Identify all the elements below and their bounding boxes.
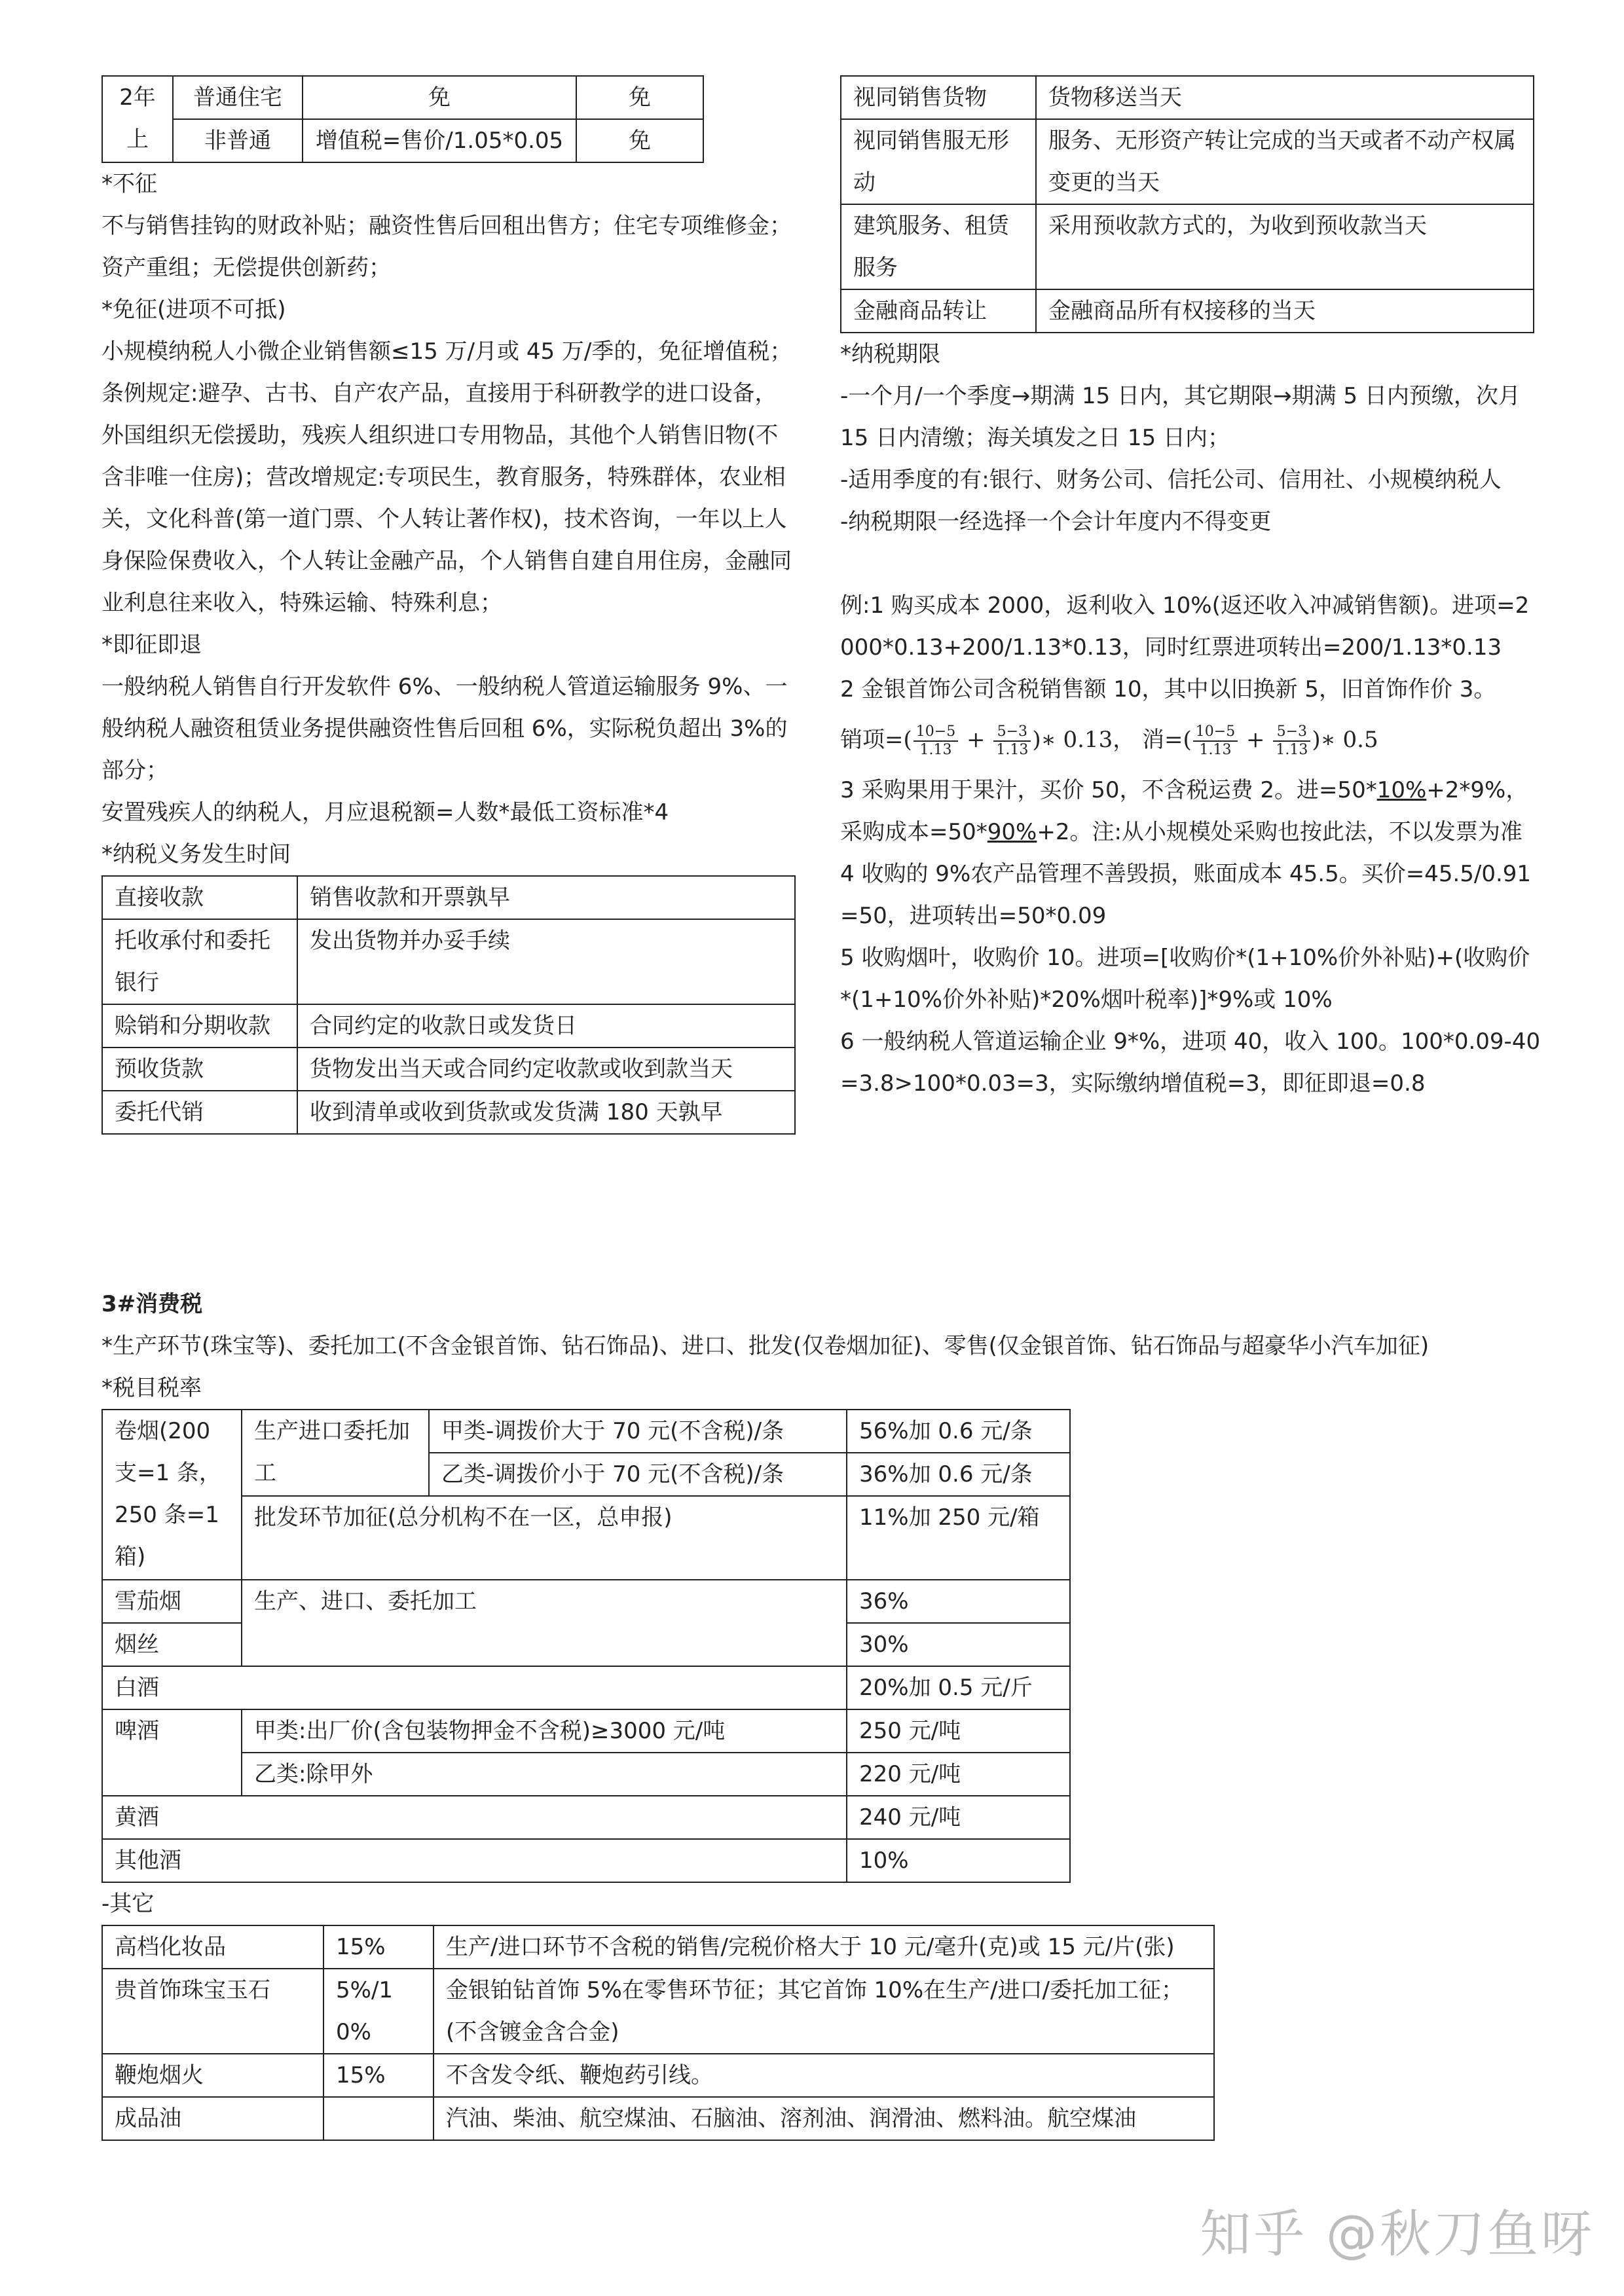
- cell: 20%加 0.5 元/斤: [847, 1666, 1070, 1709]
- formula-label: 销项=(: [840, 727, 912, 753]
- cell: 雪茄烟: [102, 1580, 242, 1623]
- cell: 增值税=售价/1.05*0.05: [303, 119, 576, 162]
- cell: 普通住宅: [173, 76, 303, 119]
- section-label: *纳税期限: [840, 341, 940, 367]
- example-4: 4 收购的 9%农产品管理不善毁损，账面成本 45.5。买价=45.5/0.91=50，进项转出=50*0.09: [840, 861, 1532, 929]
- paragraph: 小规模纳税人小微企业销售额≤15 万/月或 45 万/季的，免征增值税；: [101, 338, 792, 365]
- denominator: 1.13: [996, 742, 1029, 758]
- text: +2。注:从小规模处采购也按此法，不以发票为准: [1037, 819, 1522, 845]
- cell: 贵首饰珠宝玉石: [102, 1969, 323, 2054]
- cell: 金银铂钻首饰 5%在零售环节征；其它首饰 10%在生产/进口/委托加工征；(不含镀金含合金): [434, 1969, 1214, 2054]
- cell: 生产、进口、委托加工: [242, 1580, 847, 1666]
- example-6: 6 一般纳税人管道运输企业 9*%，进项 40，收入 100。100*0.09-40=3.8>100*0.03=3，实际缴纳增值税=3，即征即退=0.8: [840, 1029, 1541, 1097]
- cell: 乙类-调拨价小于 70 元(不含税)/条: [429, 1453, 847, 1496]
- denominator: 1.13: [919, 742, 952, 758]
- cell: 甲类:出厂价(含包装物押金不含税)≥3000 元/吨: [242, 1709, 847, 1753]
- cell: 免: [576, 76, 703, 119]
- text: 3 采购果用于果汁，买价 50，不含税运费 2。进=50*: [840, 777, 1377, 803]
- numerator: 10−5: [1193, 723, 1238, 742]
- cell: 视同销售服无形动: [841, 119, 1036, 204]
- formula-rate: )∗ 0.13，: [1032, 727, 1135, 753]
- fraction: [1273, 723, 1310, 759]
- fraction: [913, 723, 958, 759]
- left-column: [101, 75, 796, 1135]
- cell: 货物移送当天: [1036, 76, 1534, 119]
- section-label: *纳税义务发生时间: [101, 841, 291, 867]
- section-label: *税目税率: [101, 1375, 202, 1401]
- cell: 服务、无形资产转让完成的当天或者不动产权属变更的当天: [1036, 119, 1534, 204]
- cell: 视同销售货物: [841, 76, 1036, 119]
- formula-label: 消=(: [1142, 727, 1192, 753]
- text: +2*9%，采购成本=50*: [840, 777, 1528, 845]
- underlined-text: 10%: [1376, 777, 1427, 803]
- deemed-sales-time-table: [840, 75, 1534, 333]
- cell: 甲类-调拨价大于 70 元(不含税)/条: [429, 1410, 847, 1453]
- example-2-formula: [840, 710, 1541, 769]
- cell: 10%: [847, 1839, 1070, 1882]
- spacer: [840, 543, 1541, 585]
- section-label: *不征: [101, 171, 157, 197]
- cell: 鞭炮烟火: [102, 2054, 323, 2097]
- cell: 金融商品所有权接移的当天: [1036, 289, 1534, 333]
- cell: 生产/进口环节不含税的销售/完税价格大于 10 元/毫升(克)或 15 元/片(张): [434, 1925, 1214, 1969]
- numerator: 5−3: [1273, 723, 1310, 742]
- cell: 直接收款: [102, 876, 297, 919]
- cell: 销售收款和开票孰早: [297, 876, 795, 919]
- underlined-text: 90%: [987, 819, 1037, 845]
- consumption-tax-section: [101, 1283, 1542, 2141]
- paragraph: 不与销售挂钩的财政补贴；融资性售后回租出售方；住宅专项维修金；资产重组；无偿提供创新药；: [101, 213, 792, 281]
- paragraph: 一般纳税人销售自行开发软件 6%、一般纳税人管道运输服务 9%、一般纳税人融资租赁业务提供融资性售后回租 6%，实际税负超出 3%的部分；: [101, 674, 788, 784]
- consumption-rate-table: [101, 1409, 1071, 1883]
- paragraph: 安置残疾人的纳税人，月应退税额=人数*最低工资标准*4: [101, 799, 669, 826]
- cell: 发出货物并办妥手续: [297, 919, 795, 1004]
- cell: 托收承付和委托银行: [102, 919, 297, 1004]
- right-column: [840, 75, 1541, 1104]
- cell: 15%: [323, 1925, 434, 1969]
- cell: 其他酒: [102, 1839, 847, 1882]
- paragraph: 条例规定:避孕、古书、自产农产品，直接用于科研教学的进口设备，外国组织无偿援助，残疾人组织进口专用物品，其他个人销售旧物(不含非唯一住房)；营改增规定:专项民生，教育服务，特殊群体，农业相关，文化科普(第一道门票、个人转让著作权)，技术咨询，一年以上人身保险保费收入，个人转让金融产品，个人销售自建自用住房，金融同业利息往来收入，特殊运输、特殊利息；: [101, 380, 792, 616]
- plus-sign: +: [967, 727, 986, 753]
- tax-obligation-time-table: [101, 875, 796, 1135]
- example-5: 5 收购烟叶，收购价 10。进项=[收购价*(1+10%价外补贴)+(收购价*(1+10%价外补贴)*20%烟叶税率)]*9%或 10%: [840, 945, 1530, 1013]
- cell: 委托代销: [102, 1091, 297, 1134]
- numerator: 10−5: [913, 723, 958, 742]
- cell: 36%加 0.6 元/条: [847, 1453, 1070, 1496]
- numerator: 5−3: [993, 723, 1031, 742]
- cell: 啤酒: [102, 1709, 242, 1796]
- cell: 生产进口委托加工: [242, 1410, 429, 1496]
- watermark: 知乎 @秋刀鱼呀: [1200, 2205, 1595, 2264]
- holding-period-cell: 2年上: [102, 76, 173, 162]
- section-label: -其它: [101, 1891, 155, 1917]
- example-3: [840, 769, 1541, 853]
- cell: 240 元/吨: [847, 1796, 1070, 1839]
- section-heading: 3#消费税: [101, 1291, 203, 1317]
- fraction: [993, 723, 1031, 759]
- example-1: 例:1 购买成本 2000，返利收入 10%(返还收入冲减销售额)。进项=2000*0.13+200/1.13*0.13，同时红票进项转出=200/1.13*0.13: [840, 592, 1530, 661]
- other-items-table: [101, 1925, 1215, 2141]
- cell: 汽油、柴油、航空煤油、石脑油、溶剂油、润滑油、燃料油。航空煤油: [434, 2097, 1214, 2140]
- cell: 赊销和分期收款: [102, 1004, 297, 1048]
- paragraph: -适用季度的有:银行、财务公司、信托公司、信用社、小规模纳税人: [840, 467, 1502, 493]
- cell: 预收货款: [102, 1048, 297, 1091]
- denominator: 1.13: [1276, 742, 1308, 758]
- paragraph: -纳税期限一经选择一个会计年度内不得变更: [840, 509, 1272, 535]
- cell: 乙类:除甲外: [242, 1753, 847, 1796]
- cell: 白酒: [102, 1666, 847, 1709]
- formula-rate: )∗ 0.5: [1312, 727, 1378, 753]
- cell: 免: [576, 119, 703, 162]
- housing-tax-table: [101, 75, 704, 163]
- example-2: 2 金银首饰公司含税销售额 10，其中以旧换新 5，旧首饰作价 3。: [840, 676, 1496, 702]
- cell: 11%加 250 元/箱: [847, 1496, 1070, 1580]
- cell: 56%加 0.6 元/条: [847, 1410, 1070, 1453]
- cell: 不含发令纸、鞭炮药引线。: [434, 2054, 1214, 2097]
- cell: 烟丝: [102, 1623, 242, 1666]
- cell: 高档化妆品: [102, 1925, 323, 1969]
- cell: 卷烟(200支=1 条，250 条=1 箱): [102, 1410, 242, 1580]
- cell: 免: [303, 76, 576, 119]
- cell: 非普通: [173, 119, 303, 162]
- cell: 15%: [323, 2054, 434, 2097]
- cell: 250 元/吨: [847, 1709, 1070, 1753]
- paragraph: *生产环节(珠宝等)、委托加工(不含金银首饰、钻石饰品)、进口、批发(仅卷烟加征)、零售(仅金银首饰、钻石饰品与超豪华小汽车加征): [101, 1333, 1430, 1359]
- cell: 批发环节加征(总分机构不在一区，总申报): [242, 1496, 847, 1580]
- fraction: [1193, 723, 1238, 759]
- cell: 5%/10%: [323, 1969, 434, 2054]
- cell: 建筑服务、租赁服务: [841, 204, 1036, 289]
- cell: 黄酒: [102, 1796, 847, 1839]
- cell: 货物发出当天或合同约定收款或收到款当天: [297, 1048, 795, 1091]
- cell: 金融商品转让: [841, 289, 1036, 333]
- section-label: *免征(进项不可抵): [101, 297, 286, 323]
- cell: 成品油: [102, 2097, 323, 2140]
- cell: 30%: [847, 1623, 1070, 1666]
- section-label: *即征即退: [101, 632, 202, 658]
- paragraph: -一个月/一个季度→期满 15 日内，其它期限→期满 5 日内预缴，次月 15 日内清缴；海关填发之日 15 日内；: [840, 383, 1521, 451]
- cell: 收到清单或收到货款或发货满 180 天孰早: [297, 1091, 795, 1134]
- cell: 36%: [847, 1580, 1070, 1623]
- plus-sign: +: [1246, 727, 1265, 753]
- cell: 采用预收款方式的，为收到预收款当天: [1036, 204, 1534, 289]
- denominator: 1.13: [1199, 742, 1232, 758]
- cell: 合同约定的收款日或发货日: [297, 1004, 795, 1048]
- cell: 220 元/吨: [847, 1753, 1070, 1796]
- cell: [323, 2097, 434, 2140]
